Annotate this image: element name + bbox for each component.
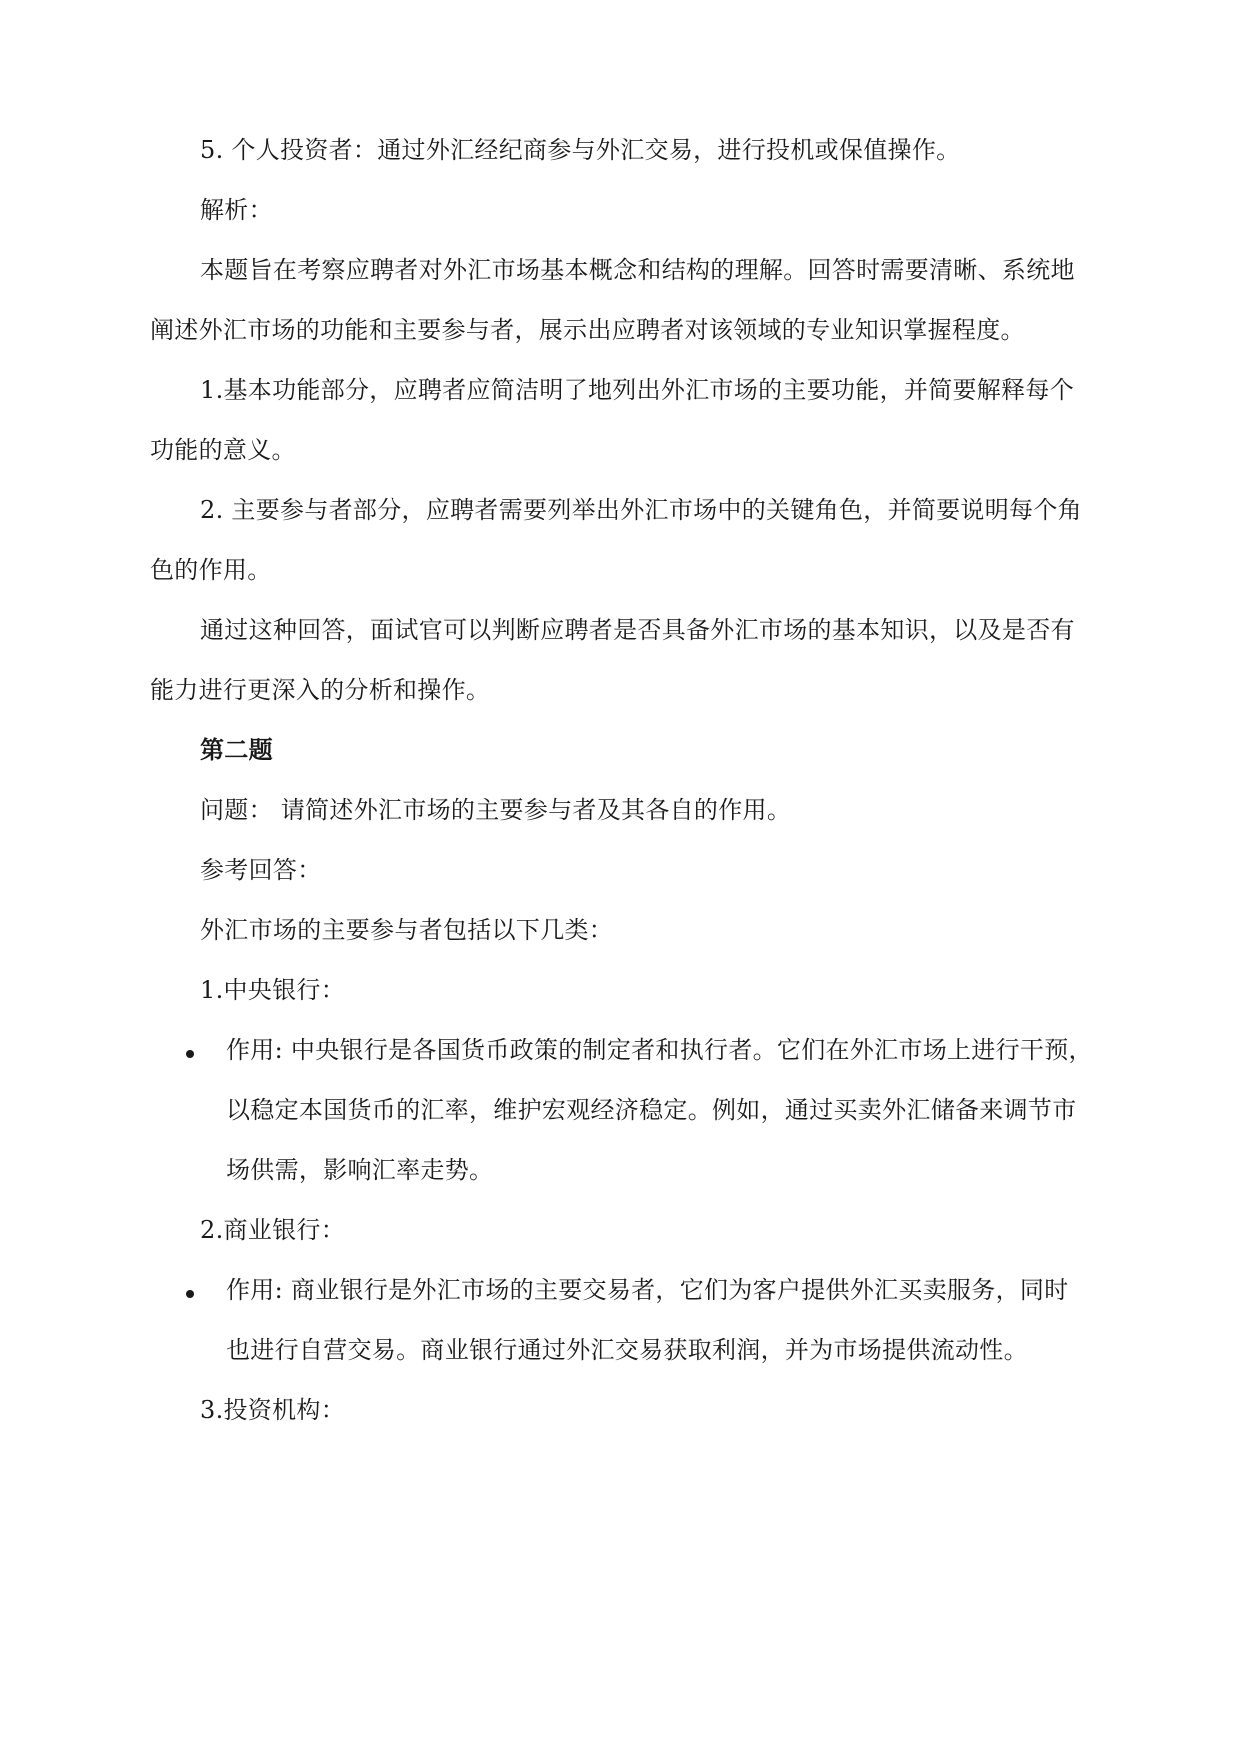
analysis-label: 解析： [200,196,273,224]
central-bank-role-line-3: 场供需，影响汇率走势。 [226,1156,494,1184]
central-bank-role-line-1: 作用: 中央银行是各国货币政策的制定者和执行者。它们在外汇市场上进行干预， [226,1036,1093,1064]
analysis-point-2-line-2: 色的作用。 [150,556,272,584]
central-bank-role-line-2: 以稳定本国货币的汇率，维护宏观经济稳定。例如，通过买卖外汇储备来调节市 [226,1096,1077,1124]
participant-heading-central-bank: 1.中央银行： [200,976,345,1004]
section-heading-question-2: 第二题 [200,735,273,764]
conclusion-paragraph-line-2: 能力进行更深入的分析和操作。 [150,676,491,704]
question-text: 问题： 请简述外汇市场的主要参与者及其各自的作用。 [200,796,792,824]
analysis-point-1-line-1: 1.基本功能部分，应聘者应简洁明了地列出外汇市场的主要功能，并简要解释每个 [200,376,1074,404]
paragraph-individual-investors: 5. 个人投资者：通过外汇经纪商参与外汇交易，进行投机或保值操作。 [200,136,961,164]
analysis-point-1-line-2: 功能的意义。 [150,436,296,464]
analysis-point-2-line-1: 2. 主要参与者部分，应聘者需要列举出外汇市场中的关键角色，并简要说明每个角 [200,496,1082,524]
conclusion-paragraph-line-1: 通过这种回答，面试官可以判断应聘者是否具备外汇市场的基本知识，以及是否有 [200,616,1075,644]
participant-heading-commercial-bank: 2.商业银行： [200,1216,345,1244]
reference-answer-label: 参考回答： [200,856,322,884]
participants-intro: 外汇市场的主要参与者包括以下几类： [200,916,614,944]
bullet-icon [186,1290,194,1298]
analysis-paragraph-line-1: 本题旨在考察应聘者对外汇市场基本概念和结构的理解。回答时需要清晰、系统地 [200,256,1075,284]
participant-heading-investment-institutions: 3.投资机构： [200,1396,345,1424]
commercial-bank-role-line-2: 也进行自营交易。商业银行通过外汇交易获取利润，并为市场提供流动性。 [226,1336,1028,1364]
commercial-bank-role-line-1: 作用: 商业银行是外汇市场的主要交易者，它们为客户提供外汇买卖服务，同时 [226,1276,1069,1304]
bullet-icon [186,1050,194,1058]
analysis-paragraph-line-2: 阐述外汇市场的功能和主要参与者，展示出应聘者对该领域的专业知识掌握程度。 [150,316,1025,344]
